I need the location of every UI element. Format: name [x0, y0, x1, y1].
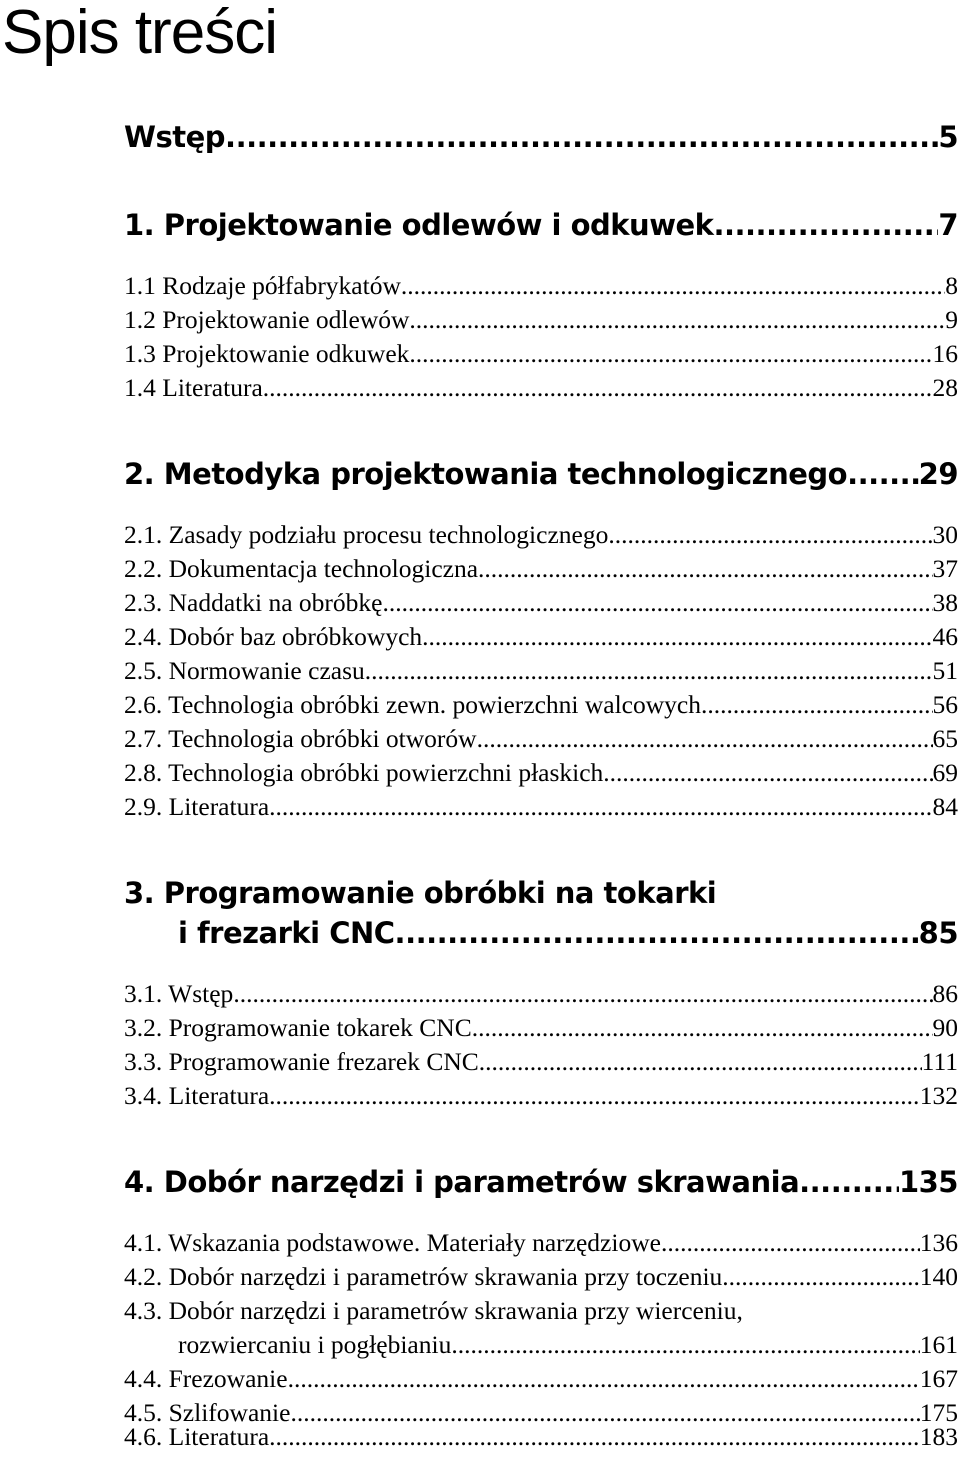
toc-entry[interactable]	[124, 1260, 958, 1294]
toc-entry-label: 2. Metodyka projektowania technologicznego	[124, 457, 848, 491]
toc-entry-label: 2.2. Dokumentacja technologiczna	[124, 554, 479, 583]
toc-entry-page: 86	[932, 979, 958, 1008]
toc-entry-page: 8	[945, 271, 958, 300]
toc-entry-label: 4.3. Dobór narzędzi i parametrów skrawania przy wierceniu,	[124, 1296, 743, 1325]
dot-leader	[722, 1260, 919, 1294]
toc-entry-page: 161	[919, 1330, 958, 1359]
toc-entry-label: 2.1. Zasady podziału procesu technologicznego	[124, 520, 609, 549]
toc-entry-page: 136	[919, 1228, 958, 1257]
toc-entry-label: 1.4 Literatura	[124, 373, 263, 402]
toc-entry[interactable]	[124, 875, 716, 911]
dot-leader	[713, 207, 938, 243]
toc-entry-label: 2.6. Technologia obróbki zewn. powierzchni walcowych	[124, 690, 701, 719]
toc-entry-label: i frezarki CNC	[178, 916, 395, 950]
dot-leader	[233, 977, 932, 1011]
toc-entry-page: 16	[932, 339, 958, 368]
toc-entry-label: 4.1. Wskazania podstawowe. Materiały narzędziowe	[124, 1228, 661, 1257]
toc-entry[interactable]	[178, 915, 958, 951]
toc-entry[interactable]	[124, 688, 958, 722]
toc-entry[interactable]	[124, 371, 958, 405]
toc-entry-label: 3.1. Wstęp	[124, 979, 234, 1008]
toc-entry[interactable]	[124, 456, 958, 492]
toc-entry-label: 4. Dobór narzędzi i parametrów skrawania	[124, 1165, 800, 1199]
dot-leader	[603, 756, 932, 790]
toc-entry-page: 5	[938, 120, 958, 154]
toc-entry[interactable]	[124, 1420, 958, 1454]
dot-leader	[472, 1011, 933, 1045]
toc-entry-page: 9	[945, 305, 958, 334]
toc-entry[interactable]	[124, 586, 958, 620]
toc-entry-page: 183	[919, 1422, 958, 1451]
toc-entry[interactable]	[124, 119, 958, 155]
toc-entry-page: 69	[932, 758, 958, 787]
toc-entry[interactable]	[124, 207, 958, 243]
toc-entry[interactable]	[178, 1328, 958, 1362]
toc-entry[interactable]	[124, 977, 958, 1011]
toc-entry-label: Wstęp	[124, 120, 226, 154]
dot-leader	[422, 620, 932, 654]
toc-entry[interactable]	[124, 1294, 743, 1328]
dot-leader	[799, 1164, 899, 1200]
toc-entry-label: 4.2. Dobór narzędzi i parametrów skrawania przy toczeniu	[124, 1262, 723, 1291]
dot-leader	[477, 722, 933, 756]
dot-leader	[701, 688, 933, 722]
toc-entry-label: 2.3. Naddatki na obróbkę	[124, 588, 383, 617]
toc-entry-label: 1. Projektowanie odlewów i odkuwek	[124, 208, 714, 242]
toc-entry-page: 140	[919, 1262, 958, 1291]
toc-entry-label: 1.2 Projektowanie odlewów	[124, 305, 410, 334]
toc-entry-label: 3.3. Programowanie frezarek CNC	[124, 1047, 479, 1076]
page-title: Spis treści	[2, 0, 277, 67]
toc-entry-label: 1.3 Projektowanie odkuwek	[124, 339, 410, 368]
toc-entry[interactable]	[124, 1079, 958, 1113]
toc-entry-label: 4.6. Literatura	[124, 1422, 270, 1451]
toc-entry[interactable]	[124, 756, 958, 790]
dot-leader	[451, 1328, 919, 1362]
toc-entry-label: 2.9. Literatura	[124, 792, 270, 821]
toc-entry[interactable]	[124, 722, 958, 756]
toc-entry[interactable]	[124, 654, 958, 688]
toc-entry-page: 38	[932, 588, 958, 617]
toc-entry-page: 85	[918, 916, 958, 950]
toc-entry-page: 132	[919, 1081, 958, 1110]
dot-leader	[365, 654, 933, 688]
toc-entry-label: rozwiercaniu i pogłębianiu	[178, 1330, 452, 1359]
toc-entry-page: 30	[932, 520, 958, 549]
dot-leader	[409, 337, 932, 371]
toc-entry-page: 7	[938, 208, 958, 242]
toc-entry-page: 29	[918, 457, 958, 491]
toc-entry-page: 28	[932, 373, 958, 402]
toc-entry-page: 51	[932, 656, 958, 685]
dot-leader	[608, 518, 932, 552]
toc-entry-label: 2.8. Technologia obróbki powierzchni płaskich	[124, 758, 604, 787]
toc-entry-page: 46	[932, 622, 958, 651]
toc-entry[interactable]	[124, 1011, 958, 1045]
dot-leader	[269, 1420, 920, 1454]
toc-entry-label: 1.1 Rodzaje półfabrykatów	[124, 271, 401, 300]
dot-leader	[478, 552, 932, 586]
toc-entry-page: 167	[919, 1364, 958, 1393]
dot-leader	[382, 586, 932, 620]
toc-entry[interactable]	[124, 552, 958, 586]
toc-entry[interactable]	[124, 337, 958, 371]
toc-entry-label: 4.5. Szlifowanie	[124, 1398, 291, 1427]
toc-entry-label: 4.4. Frezowanie	[124, 1364, 288, 1393]
dot-leader	[661, 1226, 920, 1260]
toc-entry[interactable]	[124, 620, 958, 654]
dot-leader	[395, 915, 919, 951]
toc-entry[interactable]	[124, 1045, 958, 1079]
toc-entry[interactable]	[124, 1164, 958, 1200]
dot-leader	[263, 371, 933, 405]
toc-entry-page: 56	[932, 690, 958, 719]
dot-leader	[847, 456, 919, 492]
dot-leader	[409, 303, 945, 337]
toc-entry[interactable]	[124, 303, 958, 337]
toc-entry-page: 135	[898, 1165, 958, 1199]
toc-entry-page: 111	[921, 1047, 958, 1076]
toc-entry[interactable]	[124, 1362, 958, 1396]
toc-entry[interactable]	[124, 1226, 958, 1260]
dot-leader	[288, 1362, 920, 1396]
dot-leader	[479, 1045, 922, 1079]
toc-entry-page: 37	[932, 554, 958, 583]
dot-leader	[269, 1079, 920, 1113]
toc-entry-label: 2.5. Normowanie czasu	[124, 656, 365, 685]
dot-leader	[225, 119, 938, 155]
dot-leader	[401, 269, 945, 303]
toc-entry-page: 90	[932, 1013, 958, 1042]
toc-entry-label: 3.4. Literatura	[124, 1081, 270, 1110]
toc-entry-page: 84	[932, 792, 958, 821]
toc-entry-label: 3. Programowanie obróbki na tokarki	[124, 876, 717, 910]
toc-entry-page: 65	[932, 724, 958, 753]
dot-leader	[269, 790, 932, 824]
toc-entry[interactable]	[124, 790, 958, 824]
toc-entry-label: 3.2. Programowanie tokarek CNC	[124, 1013, 472, 1042]
toc-entry-label: 2.4. Dobór baz obróbkowych	[124, 622, 423, 651]
toc-entry-page: 175	[919, 1398, 958, 1427]
toc-entry-label: 2.7. Technologia obróbki otworów	[124, 724, 477, 753]
toc-entry[interactable]	[124, 518, 958, 552]
toc-entry[interactable]	[124, 269, 958, 303]
